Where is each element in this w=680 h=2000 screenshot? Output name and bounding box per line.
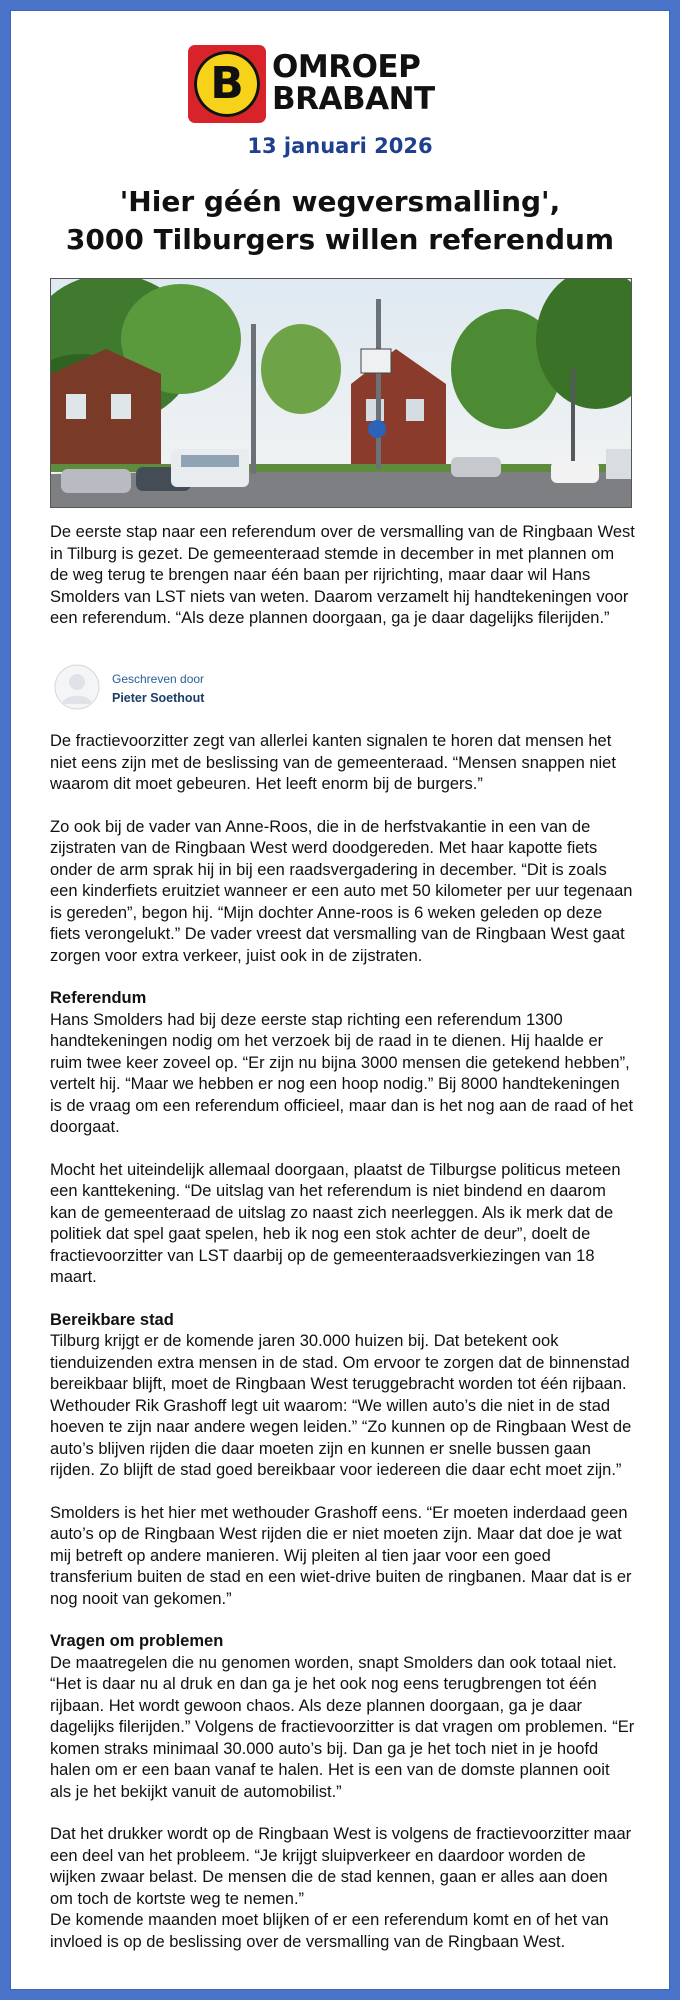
body-paragraph-6: Smolders is het hier met wethouder Grashoff eens. “Er moeten inderdaad geen auto’s op de Ringbaan West rijden die er niet moeten zijn. Maar dat doe je wat mij betreft op andere manieren. Wij pleiten al tien jaar voor een goed transferium buiten de stad en een wiet-drive buiten de ringbanen. Maar dat is er nog nooit van gekomen.” — [50, 1503, 632, 1608]
body-paragraph-9: De komende maanden moet blijken of er een referendum komt en of het van invloed is op de beslissing over de versmalling van de Ringbaan West. — [50, 1911, 609, 1951]
body-paragraph-4: Mocht het uiteindelijk allemaal doorgaan, plaatst de Tilburgse politicus meteen een kanttekening. “De uitslag van het referendum is niet bindend en daarom kan de gemeenteraad de uitslag zo naast zich neerleggen. Als ik merk dat de politiek dat spel gaat spelen, heb ik nog een stok achter de deur”, doelt de fractievoorzitter van LST daarbij op de gemeenteraadsverkiezingen van 18 maart. — [50, 1160, 621, 1286]
author-label: Geschreven door — [112, 672, 205, 686]
author-name: Pieter Soethout — [112, 691, 205, 705]
body-paragraph-7: De maatregelen die nu genomen worden, snapt Smolders dan ook totaal niet. “Het is daar nu al druk en dan ga je het ook nog eens terugbrengen tot één rijbaan. Het wordt gewoon chaos. Als deze plannen doorgaan, ga je daar dagelijks filerijden.” Volgens de fractievoorzitter is dat vragen om problemen. “Er komen straks minimaal 30.000 auto’s bij. Dan ga je het toch niet in je hoofd halen om er een baan vanaf te halen. Het is een van de domste plannen ooit als je het bekijkt vanuit de automobilist.” — [50, 1653, 635, 1801]
body-paragraph-5: Tilburg krijgt er de komende jaren 30.000 huizen bij. Dat betekent ook tienduizenden extra mensen in de stad. Om ervoor te zorgen dat de binnenstad bereikbaar blijft, moet de Ringbaan West teruggebracht worden tot één rijbaan. Wethouder Rik Grashoff legt uit waarom: “We willen auto’s die niet in de stad hoeven te zijn naar andere wegen leiden.” “Zo kunnen op de Ringbaan West de auto’s blijven rijden die daar moeten zijn en kunnen er snelle bussen gaan rijden. Zo blijft de stad goed bereikbaar voor iedereen die daar echt moet zijn.” — [50, 1332, 632, 1479]
street-photo-illustration — [51, 279, 631, 507]
omroep-brabant-logo[interactable] — [188, 45, 438, 131]
subhead-referendum: Referendum — [50, 989, 147, 1007]
article-intro — [50, 522, 635, 630]
logo-badge — [188, 45, 266, 123]
body-paragraph-8: Dat het drukker wordt op de Ringbaan West is volgens de fractievoorzitter maar een deel van het probleem. “Je krijgt sluipverkeer en daardoor worden de wijken zwaar belast. De mensen die de stad kennen, gaan er alles aan doen om toch de kortste weg te nemen.” — [50, 1825, 632, 1908]
body-paragraph-1: De fractievoorzitter zegt van allerlei kanten signalen te horen dat mensen het niet eens zijn met de beslissing van de gemeenteraad. “Mensen snappen niet waarom dit moet gebeuren. Het leeft enorm bij de burgers.” — [50, 732, 616, 793]
author-byline[interactable] — [50, 662, 350, 722]
street-photo — [50, 278, 632, 508]
body-paragraph-3: Hans Smolders had bij deze eerste stap richting een referendum 1300 handtekeningen nodig om het verzoek bij de raad in te dienen. Hij haalde er ruim twee keer zoveel op. “Er zijn nu bijna 3000 mensen die getekend hebben”, vertelt hij. “Maar we hebben er nog een hoop nodig.” Bij 8000 handtekeningen is de vraag om een referendum officieel, maar dan is het nog aan de raad of het doorgaat. — [50, 1010, 634, 1136]
logo-circle — [194, 51, 260, 117]
headline — [40, 183, 640, 259]
logo-line-1: OMROEP — [272, 49, 421, 85]
headline-line-1: 'Hier géén wegversmalling', — [119, 185, 561, 218]
logo-line-2: BRABANT — [272, 81, 435, 117]
subhead-vragen-om-problemen: Vragen om problemen — [50, 1632, 224, 1650]
article-body — [50, 731, 635, 1953]
body-paragraph-2: Zo ook bij de vader van Anne-Roos, die in de herfstvakantie in een van de zijstraten van de Ringbaan West werd doodgereden. Met haar kapotte fiets onder de arm sprak hij in bij een raadsvergadering in december. “Dit is zoals een kinderfiets eruitziet wanneer er een auto met 50 kilometer per uur tegenaan is gereden”, begon hij. “Mijn dochter Anne-roos is 6 weken geleden op deze fiets verongelukt.” De vader vreest dat versmalling van de Ringbaan West gaat zorgen voor extra verkeer, juist ook in de zijstraten. — [50, 817, 633, 965]
user-avatar-icon — [54, 664, 100, 710]
subhead-bereikbare-stad: Bereikbare stad — [50, 1310, 174, 1329]
logo-letter: B — [210, 58, 244, 109]
logo-wordmark — [272, 51, 435, 115]
intro-paragraph: De eerste stap naar een referendum over de versmalling van de Ringbaan West in Tilburg is gezet. De gemeenteraad stemde in december in met plannen om de weg terug te brengen naar één baan per rijrichting, maar daar wil Hans Smolders van LST niets van weten. Daarom verzamelt hij handtekeningen voor een referendum. “Als deze plannen doorgaan, ga je daar dagelijks filerijden.” — [50, 523, 635, 627]
publication-date: 13 januari 2026 — [247, 134, 433, 158]
headline-line-2: 3000 Tilburgers willen referendum — [65, 223, 615, 256]
